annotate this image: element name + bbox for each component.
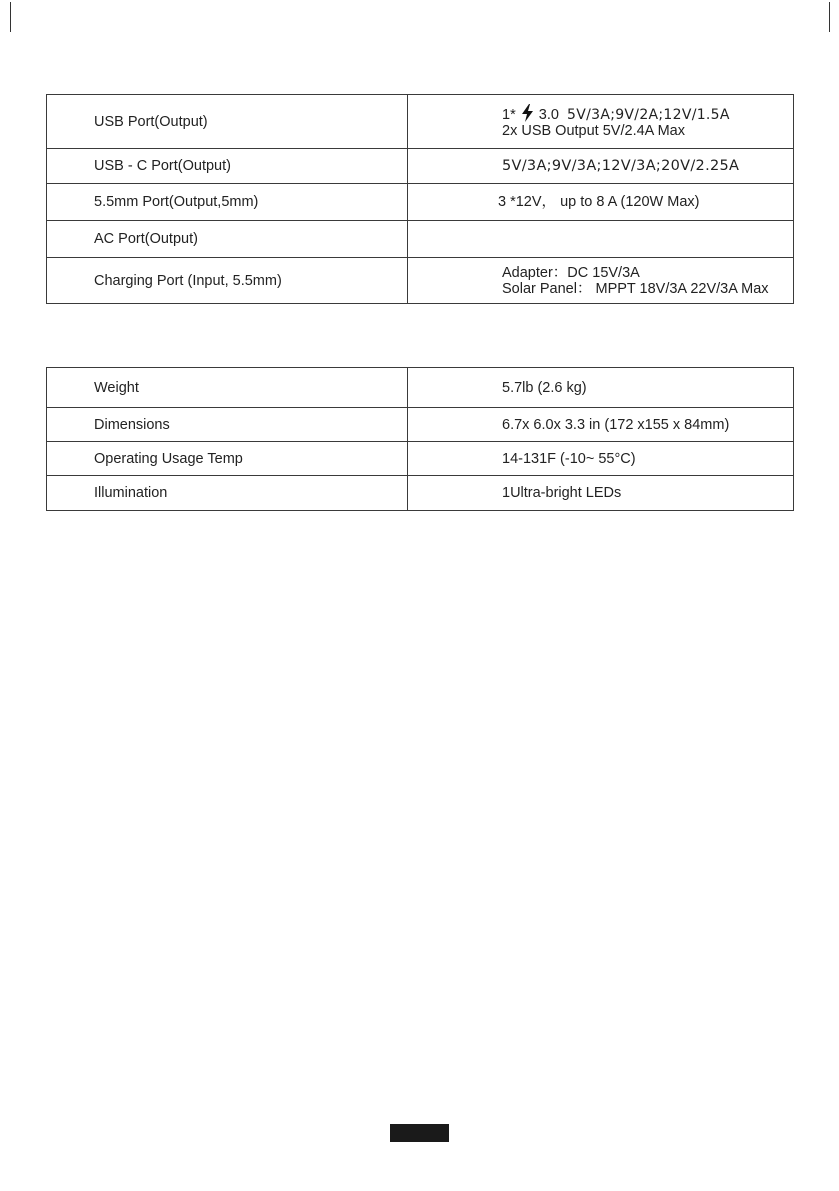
usb-output-spec: 5V/3A;9V/2A;12V/1.5A [567,107,730,123]
lightning-bolt-icon [521,104,534,122]
row-value: 5V/3A;9V/3A;12V/3A;20V/2.25A [408,149,794,184]
general-spec-table [46,367,794,511]
usb-count: 1* [502,107,516,123]
page-number-bar [390,1124,449,1142]
table-row [47,442,794,476]
row-label: 5.5mm Port(Output,5mm) [47,184,408,221]
qc-version: 3.0 [538,107,559,123]
table-row [47,149,794,184]
table-row [47,221,794,258]
table-row [47,95,794,149]
crop-mark-left [10,2,11,32]
row-label: USB - C Port(Output) [47,149,408,184]
port-spec-table [46,94,794,304]
row-value [408,258,794,304]
row-label: Operating Usage Temp [47,442,408,476]
table-row [47,476,794,511]
charging-solar-line: Solar Panel： MPPT 18V/3A 22V/3A Max [502,280,769,297]
table-row [47,184,794,221]
row-value [408,95,794,149]
row-label: Weight [47,368,408,408]
row-label: Charging Port (Input, 5.5mm) [47,258,408,304]
row-value [408,221,794,258]
row-value: 5.7lb (2.6 kg) [408,368,794,408]
usb-value-line1 [502,104,793,123]
row-value: 6.7x 6.0x 3.3 in (172 x155 x 84mm) [408,408,794,442]
table-row [47,368,794,408]
charging-adapter-line: Adapter：DC 15V/3A [502,264,640,281]
row-label: Illumination [47,476,408,511]
row-value: 3 *12V， up to 8 A (120W Max) [408,184,794,221]
table-row [47,258,794,304]
usb-value-line2: 2x USB Output 5V/2.4A Max [502,123,685,139]
row-label: Dimensions [47,408,408,442]
crop-mark-right [829,2,830,32]
row-label: AC Port(Output) [47,221,408,258]
row-label: USB Port(Output) [47,95,408,149]
table-row [47,408,794,442]
row-value: 1Ultra-bright LEDs [408,476,794,511]
row-value: 14-131F (-10~ 55°C) [408,442,794,476]
